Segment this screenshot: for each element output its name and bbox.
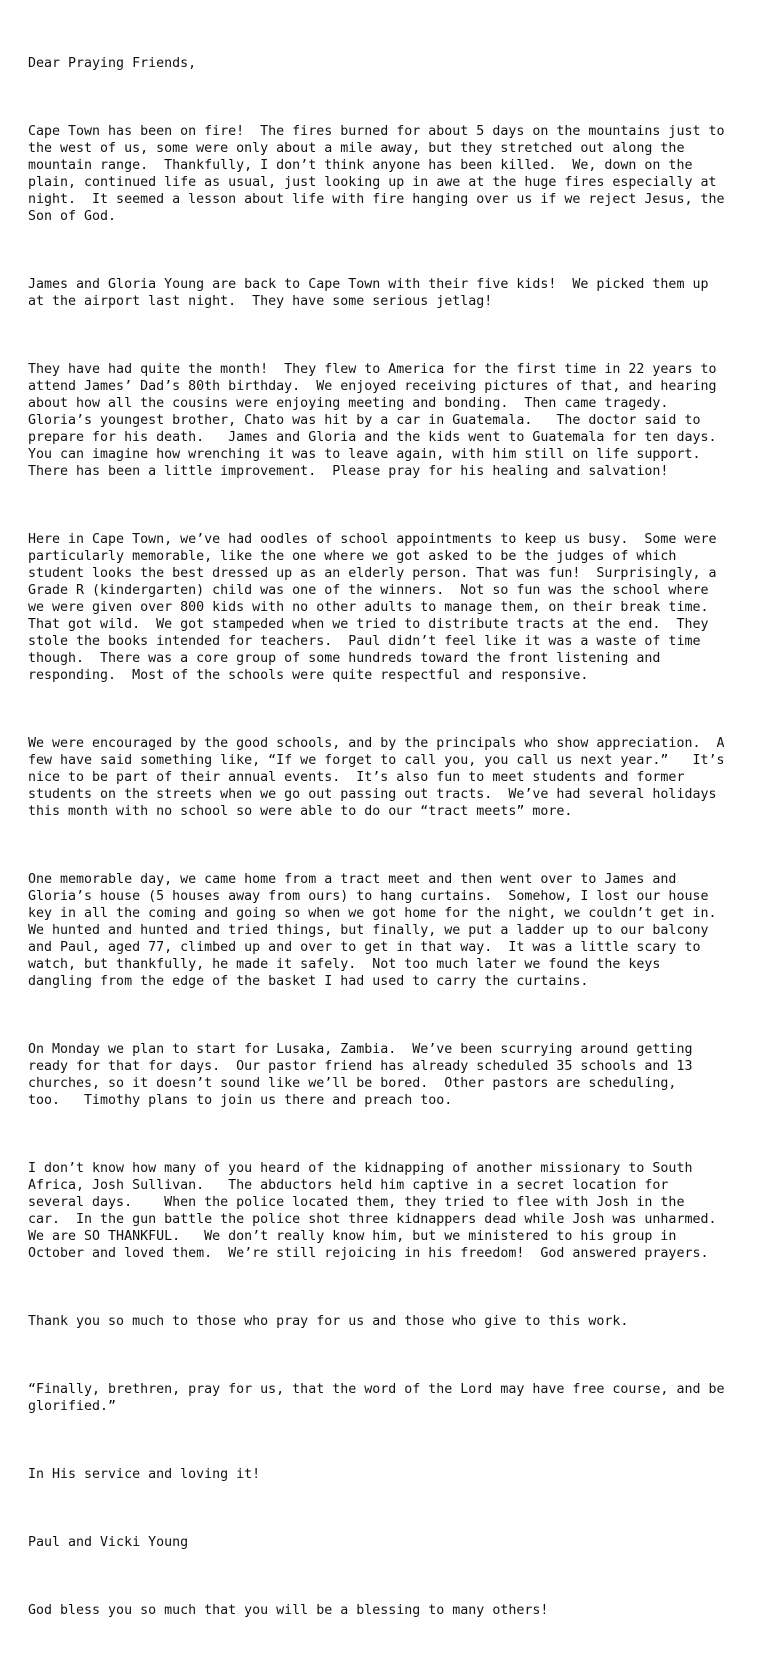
scripture-quote: “Finally, brethren, pray for us, that the word of the Lord may have free course, and be glorified.” (28, 1382, 725, 1414)
paragraph-lost-key: One memorable day, we came home from a tract meet and then went over to James and Gloria’s house (5 houses away from ours) to hang curtains. Somehow, I lost our house key in all the coming and going so when we got home for the night, we couldn’t get in. We hunted and hunted and tried things, but finally, we put a ladder up to our balcony and Paul, aged 77, climbed up and over to get in that way. It was a little scary to watch, but thankfully, he made it safely. Not too much later we found the keys dangling from the edge of the basket I had used to carry the curtains. (28, 872, 717, 989)
blessing: God bless you so much that you will be a blessing to many others! (28, 1603, 549, 1618)
paragraph-thanks: Thank you so much to those who pray for us and those who give to this work. (28, 1314, 629, 1329)
paragraph-youngs-return: James and Gloria Young are back to Cape Town with their five kids! We picked them up at the airport last night. They have some serious jetlag! (28, 277, 709, 309)
paragraph-good-schools: We were encouraged by the good schools, and by the principals who show appreciation. A few have said something like, “If we forget to call you, you call us next year.” It’s nice to be part of their annual events. It’s also fun to meet students and former students on the streets when we go out passing out tracts. We’ve had several holidays this month with no school so were able to do our “tract meets” more. (28, 736, 725, 819)
paragraph-school-appointments: Here in Cape Town, we’ve had oodles of school appointments to keep us busy. Some were particularly memorable, like the one where we got asked to be the judges of which student looks the best dressed up as an elderly person. That was fun! Surprisingly, a Grade R (kindergarten) child was one of the winners. Not so fun was the school where we were given over 800 kids with no other adults to manage them, on their break time. That got wild. We got stampeded when we tried to distribute tracts at the end. They stole the books intended for teachers. Paul didn’t feel like it was a waste of time though. There was a core group of some hundreds toward the front listening and responding. Most of the schools were quite respectful and responsive. (28, 532, 717, 683)
signature: Paul and Vicki Young (28, 1535, 189, 1550)
paragraph-kidnapping: I don’t know how many of you heard of the kidnapping of another missionary to South Africa, Josh Sullivan. The abductors held him captive in a secret location for several days. When the police located them, they tried to flee with Josh in the car. In the gun battle the police shot three kidnappers dead while Josh was unharmed. We are SO THANKFUL. We don’t really know him, but we ministered to his group in October and loved them. We’re still rejoicing in his freedom! God answered prayers. (28, 1161, 717, 1261)
paragraph-their-month: They have had quite the month! They flew to America for the first time in 22 years to attend James’ Dad’s 80th birthday. We enjoyed receiving pictures of that, and hearing about how all the cousins were enjoying meeting and bonding. Then came tragedy. Gloria’s youngest brother, Chato was hit by a car in Guatemala. The doctor said to prepare for his death. James and Gloria and the kids went to Guatemala for ten days. You can imagine how wrenching it was to leave again, with him still on life support. There has been a little improvement. Please pray for his healing and salvation! (28, 362, 717, 479)
salutation: Dear Praying Friends, (28, 56, 197, 71)
paragraph-lusaka-trip: On Monday we plan to start for Lusaka, Zambia. We’ve been scurrying around getting ready for that for days. Our pastor friend has already scheduled 35 schools and 13 churches, so it doesn’t sound like we’ll be bored. Other pastors are scheduling, too. Timothy plans to join us there and preach too. (28, 1042, 693, 1108)
letter-body (28, 21, 748, 1653)
paragraph-fires: Cape Town has been on fire! The fires burned for about 5 days on the mountains just to the west of us, some were only about a mile away, but they stretched out along the mountain range. Thankfully, I don’t think anyone has been killed. We, down on the plain, continued life as usual, just looking up in awe at the huge fires especially at night. It seemed a lesson about life with fire hanging over us if we reject Jesus, the Son of God. (28, 124, 725, 224)
closing-line: In His service and loving it! (28, 1467, 261, 1482)
